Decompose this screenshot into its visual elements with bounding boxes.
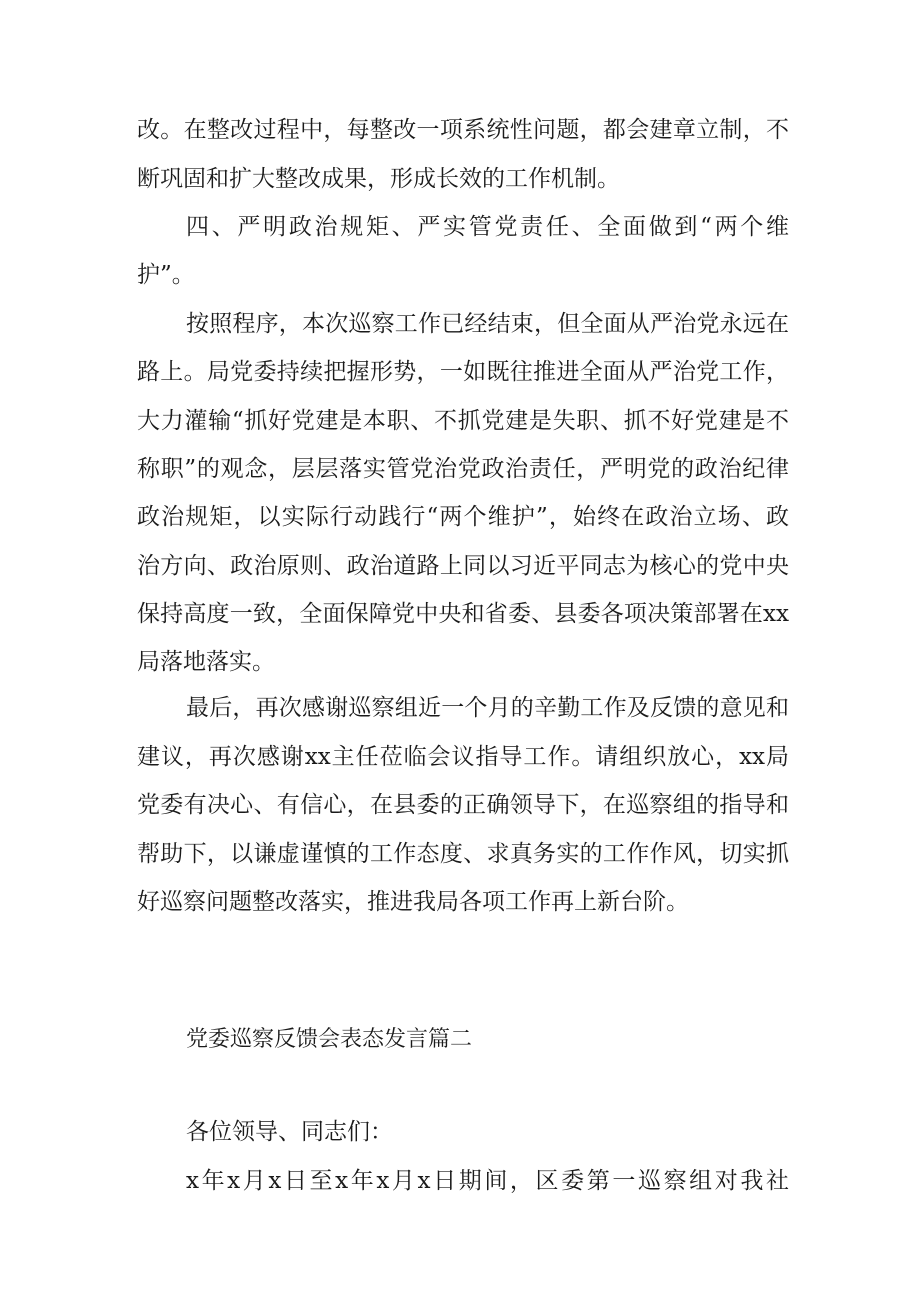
paragraph-line: 断巩固和扩大整改成果，形成长效的工作机制。 — [137, 166, 620, 192]
greeting: 各位领导、同志们： — [186, 1119, 393, 1145]
paragraph-line: 保持高度一致，全面保障党中央和省委、县委各项决策部署在xx — [137, 601, 789, 627]
paragraph-line: 党委有决心、有信心，在县委的正确领导下，在巡察组的指导和 — [137, 792, 789, 818]
paragraph-line: 治方向、政治原则、政治道路上同以习近平同志为核心的党中央 — [137, 553, 789, 579]
opening-line: x年x月x日至x年x月x日期间，区委第一巡察组对我社 — [186, 1168, 789, 1194]
paragraph-line: 称职”的观念，层层落实管党治党政治责任，严明党的政治纪律 — [137, 456, 789, 482]
paragraph-line: 路上。局党委持续把握形势，一如既往推进全面从严治党工作， — [137, 359, 789, 385]
paragraph-line: 政治规矩，以实际行动践行“两个维护”，始终在政治立场、政 — [137, 504, 789, 530]
section-title: 党委巡察反馈会表态发言篇二 — [186, 1027, 473, 1052]
paragraph-line: 最后，再次感谢巡察组近一个月的辛勤工作及反馈的意见和 — [186, 695, 789, 721]
paragraph-line: 大力灌输“抓好党建是本职、不抓党建是失职、抓不好党建是不 — [137, 408, 789, 434]
paragraph-line: 帮助下，以谦虚谨慎的工作态度、求真务实的工作作风，切实抓 — [137, 841, 789, 867]
section-heading-line: 四、严明政治规矩、严实管党责任、全面做到“两个维 — [186, 214, 789, 240]
paragraph-line: 改。在整改过程中，每整改一项系统性问题，都会建章立制，不 — [137, 117, 789, 143]
paragraph-line: 建议，再次感谢xx主任莅临会议指导工作。请组织放心，xx局 — [137, 744, 789, 770]
paragraph-line: 按照程序，本次巡察工作已经结束，但全面从严治党永远在 — [186, 311, 789, 337]
section-heading-line: 护”。 — [137, 262, 195, 288]
paragraph-line: 好巡察问题整改落实，推进我局各项工作再上新台阶。 — [137, 889, 689, 915]
paragraph-line: 局落地落实。 — [137, 649, 275, 675]
